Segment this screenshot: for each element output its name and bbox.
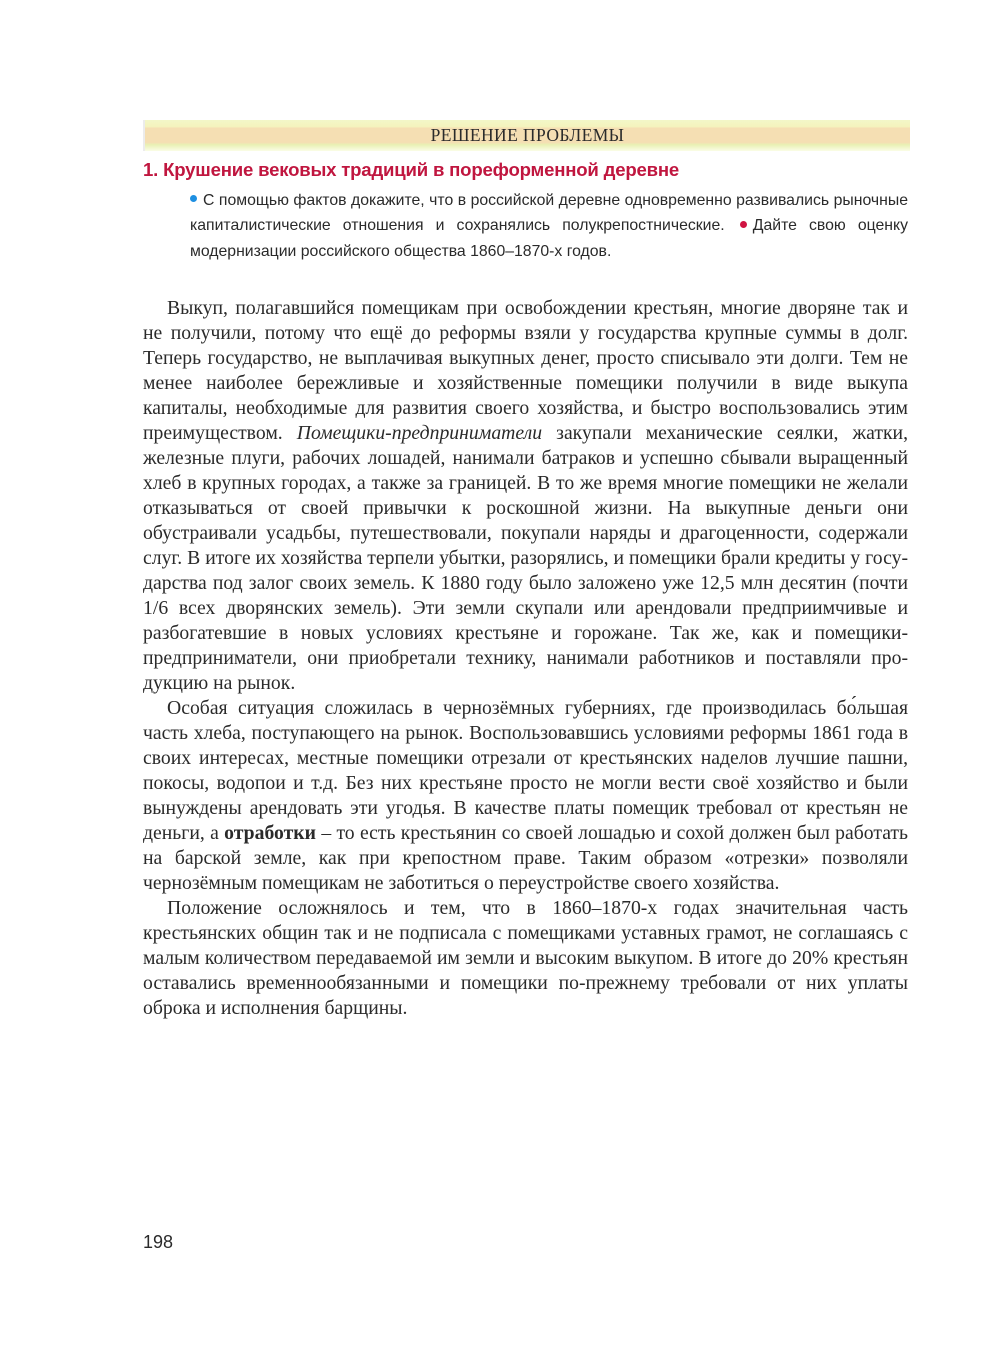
body-text — [143, 296, 908, 1021]
section-heading: 1. Крушение вековых традиций в пореформенной деревне — [143, 159, 680, 180]
term-landowner-entrepreneurs: Помещики-предприниматели — [296, 422, 543, 444]
page-number: 198 — [143, 1232, 174, 1252]
banner-title: РЕШЕНИЕ ПРОБЛЕМЫ — [430, 125, 625, 145]
blue-bullet-icon — [190, 195, 197, 202]
questions-block — [190, 188, 908, 264]
question-2: Дайте свою оценку модернизации российского общества 1860–1870-х годов. — [190, 217, 908, 260]
paragraph-2-text-a: Особая ситуация сложилась в чернозёмных губерниях, где производилась бо́льшая часть хлеба, поступающего на рынок. Воспользовавшись условиями реформы 1861 года в своих интересах, местные помещики отрезали от крестьянских наделов лучшие пашни, покосы, водопои и т.д. Без них крестьяне просто не могли вести своё хозяйство и были вынуждены арендовать эти угодья. В качестве платы помещик требовал от крестьян не деньги, а — [143, 697, 908, 844]
term-otrabotki: отработки — [224, 822, 316, 844]
paragraph-2 — [143, 696, 908, 896]
red-bullet-icon — [740, 221, 747, 228]
paragraph-3: Положение осложнялось и тем, что в 1860–1870-х годах значительная часть крестьянских общин так и не подписала с помещиками уставных грамот, не соглашаясь с малым количеством передаваемой им земли и высоким выкупом. В итоге до 20% крестьян оставались временнообязанными и помещики по-прежнему требовали от них уплаты оброка и исполнения барщины. — [143, 897, 908, 1019]
section-banner — [143, 120, 910, 151]
paragraph-2-text-b: – то есть крестьянин со своей лошадью и сохой должен был работать на барской земле, как при крепостном праве. Таким образом «отрезки» позволяли чернозёмным помещикам не заботиться о переустройстве своего хозяйства. — [143, 822, 909, 894]
question-1: С помощью фактов докажите, что в российской деревне одновременно развивались рыночные капиталистические отношения и сохранялись полукрепостнические. — [190, 192, 908, 235]
paragraph-1-text-b: закупали механические сеялки, жатки, железные плуги, рабочих лошадей, нанимали батраков и успешно сбывали выращенный хлеб в крупных городах, а также за границей. В то же время многие помещики не желали отказываться от своей привычки к роскошной жизни. На выкупные деньги они обустраивали усадьбы, путешествовали, покупали наряды и драгоценности, содержали слуг. В итоге их хозяйства терпели убытки, разорялись, и помещики брали кредиты у государства под залог своих земель. К 1880 году было заложено уже 12,5 млн десятин (почти 1/6 всех дворянских земель). Эти земли скупали или арендовали предприимчивые и разбогатевшие в новых условиях крестьяне и горожане. Так же, как и помещики-предприниматели, они приобретали технику, нанимали работников и поставляли продукцию на рынок. — [143, 422, 909, 694]
paragraph-1-text-a: Выкуп, полагавшийся помещикам при освобождении крестьян, многие дворяне так и не получили, потому что ещё до реформы взяли у государства крупные суммы в долг. Теперь государство, не выплачивая выкупных денег, просто списывало эти долги. Тем не менее наиболее бережливые и хозяйственные помещики получили в виде выкупа капиталы, необходимые для развития своего хозяйства, и быстро воспользовались этим преимуществом. — [143, 297, 908, 444]
paragraph-1 — [143, 296, 908, 696]
